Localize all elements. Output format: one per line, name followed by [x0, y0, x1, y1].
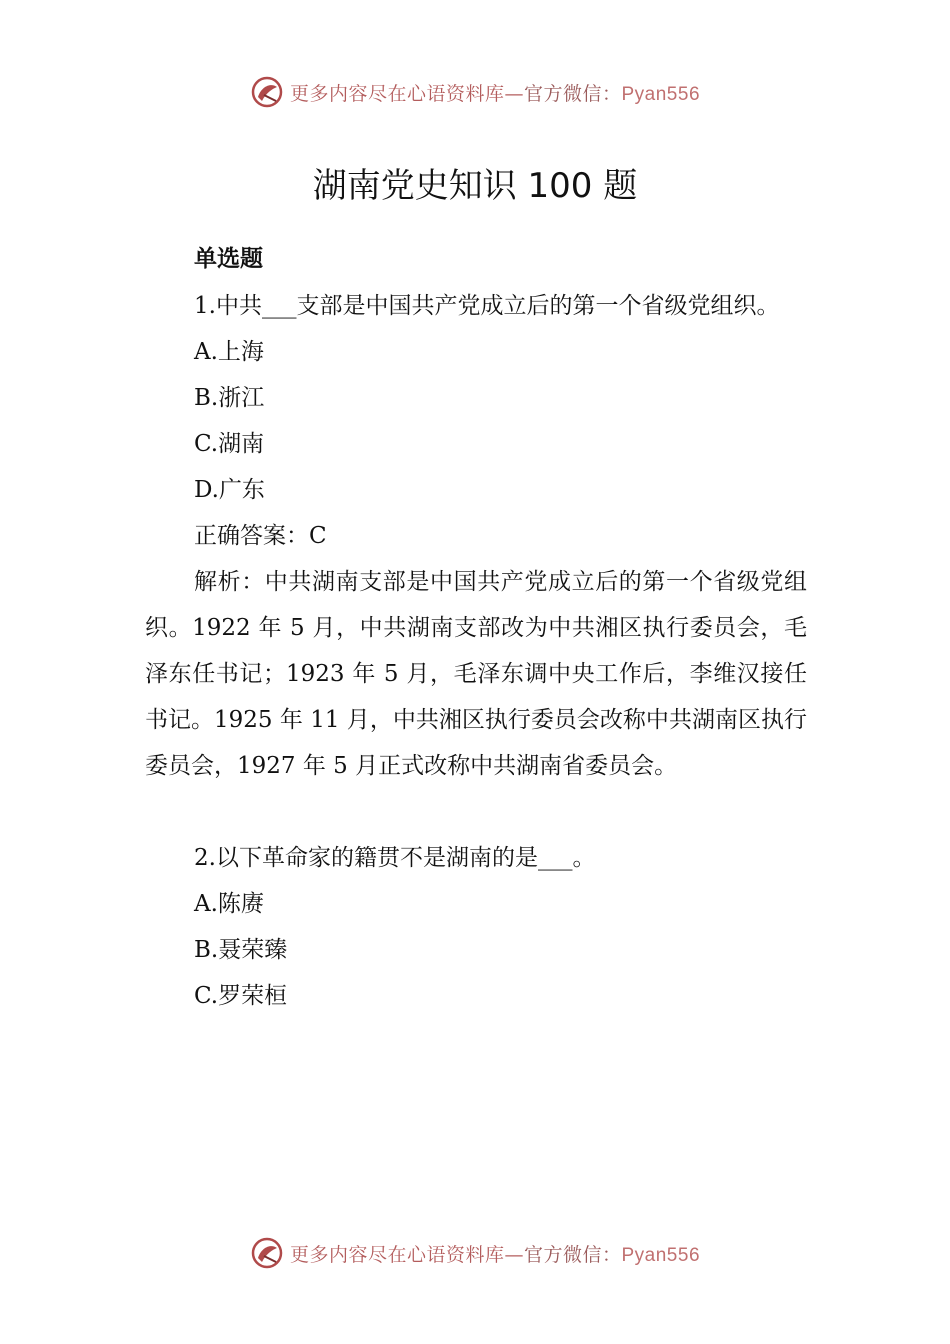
question-1-option-b: B.浙江 [194, 385, 265, 411]
section-heading: 单选题 [194, 246, 263, 272]
question-1-option-a: A.上海 [194, 339, 264, 365]
header-text: 更多内容尽在心语资料库—官方微信：Pyan556 [289, 82, 701, 105]
page-title: 湖南党史知识 100 题 [312, 166, 638, 206]
question-1-option-c: C.湖南 [194, 431, 265, 457]
question-1-analysis: 解析：中共湖南支部是中国共产党成立后的第一个省级党组织。1922 年 5 月，中共湖南支部改为中共湘区执行委员会，毛泽东任书记；1923 年 5 月，毛泽东调中央工作后，李维汉接任书记。1925 年 11 月，中共湘区执行委员会改称中共湖南区执行委员会，1927 年 5 月正式改称中共湖南省委员会。 [145, 569, 807, 779]
question-2-option-a: A.陈赓 [194, 891, 264, 917]
question-1-text: 1.中共___支部是中国共产党成立后的第一个省级党组织。 [194, 293, 780, 319]
footer-text: 更多内容尽在心语资料库—官方微信：Pyan556 [289, 1243, 701, 1266]
question-2-text: 2.以下革命家的籍贯不是湖南的是___。 [194, 845, 596, 871]
brand-logo-icon [250, 75, 284, 109]
paragraph-spacer [145, 789, 807, 835]
question-2-option-b: B.聂荣臻 [194, 937, 288, 963]
question-1-option-d: D.广东 [194, 477, 265, 503]
document-body [145, 283, 807, 1019]
question-2-option-c: C.罗荣桓 [194, 983, 288, 1009]
footer-watermark [0, 1233, 950, 1273]
brand-logo-icon [250, 1236, 284, 1270]
question-1-answer: 正确答案：C [194, 523, 327, 549]
header-watermark [0, 72, 950, 112]
